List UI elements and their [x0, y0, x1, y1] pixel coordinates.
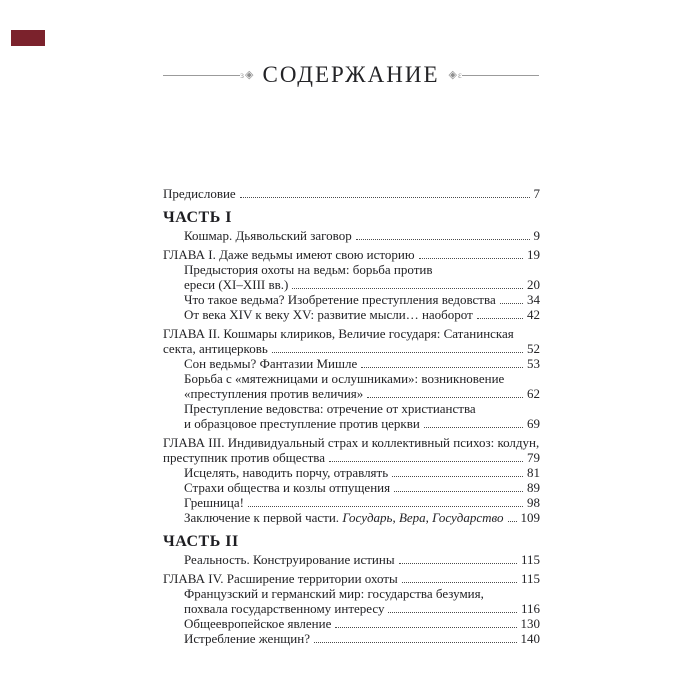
toc-entry-title: Кошмар. Дьявольский заговор: [184, 228, 352, 243]
dot-leader: [272, 352, 523, 353]
toc-entry: [163, 341, 540, 356]
dot-leader: [477, 318, 523, 319]
page-title: СОДЕРЖАНИЕ: [262, 62, 440, 87]
toc-page-number: 79: [527, 450, 540, 465]
toc-entry-title: ЧАСТЬ I: [163, 209, 233, 226]
ornament-left-icon: [240, 70, 254, 81]
toc-entry: [163, 386, 540, 401]
toc-page-number: 140: [520, 631, 540, 646]
dot-leader: [419, 258, 523, 259]
toc-entry-title-italic: Государь, Вера, Государство: [342, 510, 504, 525]
toc-entry: [163, 510, 540, 525]
toc-entry-title: Борьба с «мятежницами и ослушниками»: возникновение: [184, 371, 505, 386]
toc-entry-title: Предисловие: [163, 186, 236, 201]
toc-entry: [163, 601, 540, 616]
toc-page-number: 115: [520, 552, 540, 567]
dot-leader: [367, 397, 523, 398]
toc-entry: [163, 616, 540, 631]
toc-entry-title: ГЛАВА IV. Расширение территории охоты: [163, 571, 398, 586]
toc-entry: [163, 262, 540, 277]
toc-entry-title: Страхи общества и козлы отпущения: [184, 480, 391, 495]
ornament-curl-icon: ɜ: [457, 69, 462, 80]
dot-leader: [500, 303, 523, 304]
toc-entry-title: Исцелять, наводить порчу, отравлять: [184, 465, 389, 480]
dot-leader: [314, 642, 517, 643]
ornament-diamond-icon: ◈: [245, 68, 254, 81]
toc-entry-title: ЧАСТЬ II: [163, 533, 239, 550]
dot-leader: [240, 197, 530, 198]
toc-entry: [163, 586, 540, 601]
dot-leader: [402, 582, 517, 583]
toc-page-number: 81: [527, 465, 540, 480]
toc-entry-title: ГЛАВА III. Индивидуальный страх и коллективный психоз: колдун,: [163, 435, 540, 450]
toc-page-number: 62: [527, 386, 540, 401]
toc-entry: [163, 371, 540, 386]
dot-leader: [394, 491, 523, 492]
dot-leader: [292, 288, 523, 289]
dot-leader: [361, 367, 523, 368]
dot-leader: [335, 627, 516, 628]
ornament-curl-icon: ɜ: [240, 69, 245, 80]
toc-entry-title: Французский и германский мир: государства безумия,: [184, 586, 484, 601]
toc-entry: [163, 552, 540, 567]
toc-entry: [163, 247, 540, 262]
toc-entry: [163, 435, 540, 450]
toc-entry-title: похвала государственному интересу: [184, 601, 385, 616]
toc-entry: [163, 292, 540, 307]
dot-leader: [248, 506, 523, 507]
toc-entry: [163, 416, 540, 431]
corner-red-mark: [11, 30, 45, 46]
dot-leader: [388, 612, 516, 613]
toc-part-heading: [163, 207, 540, 228]
toc-entry-title: Сон ведьмы? Фантазии Мишле: [184, 356, 358, 371]
toc-entry: [163, 465, 540, 480]
toc-entry: [163, 631, 540, 646]
toc-page-number: 7: [533, 186, 540, 201]
toc-entry: [163, 186, 540, 201]
header-rule-right: [462, 75, 539, 76]
toc-entry-title: ГЛАВА I. Даже ведьмы имеют свою историю: [163, 247, 415, 262]
toc-page-number: 9: [533, 228, 540, 243]
toc-page-number: 34: [527, 292, 540, 307]
toc-part-heading: [163, 531, 540, 552]
dot-leader: [356, 239, 530, 240]
dot-leader: [424, 427, 523, 428]
toc-entry: [163, 495, 540, 510]
toc-page-number: 89: [527, 480, 540, 495]
dot-leader: [508, 521, 517, 522]
toc-entry-title: секта, антицерковь: [163, 341, 268, 356]
toc-entry: [163, 277, 540, 292]
ornament-diamond-icon: ◈: [448, 68, 457, 81]
toc-list: [163, 186, 540, 646]
toc-entry: [163, 326, 540, 341]
toc-entry-title: Истребление женщин?: [184, 631, 310, 646]
toc-page-number: 52: [527, 341, 540, 356]
toc-page-number: 109: [520, 510, 540, 525]
toc-page-number: 69: [527, 416, 540, 431]
toc-page-number: 116: [520, 601, 540, 616]
toc-entry-title: Заключение к первой части. Государь, Вера, Государство: [184, 510, 504, 525]
contents-header: [163, 61, 539, 89]
toc-entry-title: Грешница!: [184, 495, 244, 510]
toc-entry-title: и образцовое преступление против церкви: [184, 416, 420, 431]
toc-page-number: 19: [527, 247, 540, 262]
toc-entry-title: «преступления против величия»: [184, 386, 364, 401]
toc-entry: [163, 228, 540, 243]
toc-entry-title: Общеевропейское явление: [184, 616, 332, 631]
toc-entry: [163, 571, 540, 586]
toc-page-number: 20: [527, 277, 540, 292]
ornament-right-icon: [448, 70, 462, 81]
toc-entry: [163, 480, 540, 495]
toc-entry: [163, 356, 540, 371]
toc-entry: [163, 401, 540, 416]
toc-page-number: 98: [527, 495, 540, 510]
toc-page-number: 130: [520, 616, 540, 631]
header-rule-left: [163, 75, 240, 76]
toc-page-number: 42: [527, 307, 540, 322]
toc-entry-title: От века XIV к веку XV: развитие мысли… наоборот: [184, 307, 473, 322]
toc-entry: [163, 450, 540, 465]
toc-entry-title: преступник против общества: [163, 450, 325, 465]
dot-leader: [329, 461, 523, 462]
toc-entry-title: ГЛАВА II. Кошмары клириков, Величие государя: Сатанинская: [163, 326, 514, 341]
toc-entry-title: Предыстория охоты на ведьм: борьба против: [184, 262, 433, 277]
toc-entry: [163, 307, 540, 322]
dot-leader: [399, 563, 517, 564]
toc-entry-title: Что такое ведьма? Изобретение преступления ведовства: [184, 292, 496, 307]
toc-entry-title: Преступление ведовства: отречение от христианства: [184, 401, 476, 416]
dot-leader: [392, 476, 523, 477]
toc-entry-title: ереси (XI–XIII вв.): [184, 277, 289, 292]
toc-entry-title: Реальность. Конструирование истины: [184, 552, 395, 567]
toc-page-number: 53: [527, 356, 540, 371]
toc-page-number: 115: [520, 571, 540, 586]
